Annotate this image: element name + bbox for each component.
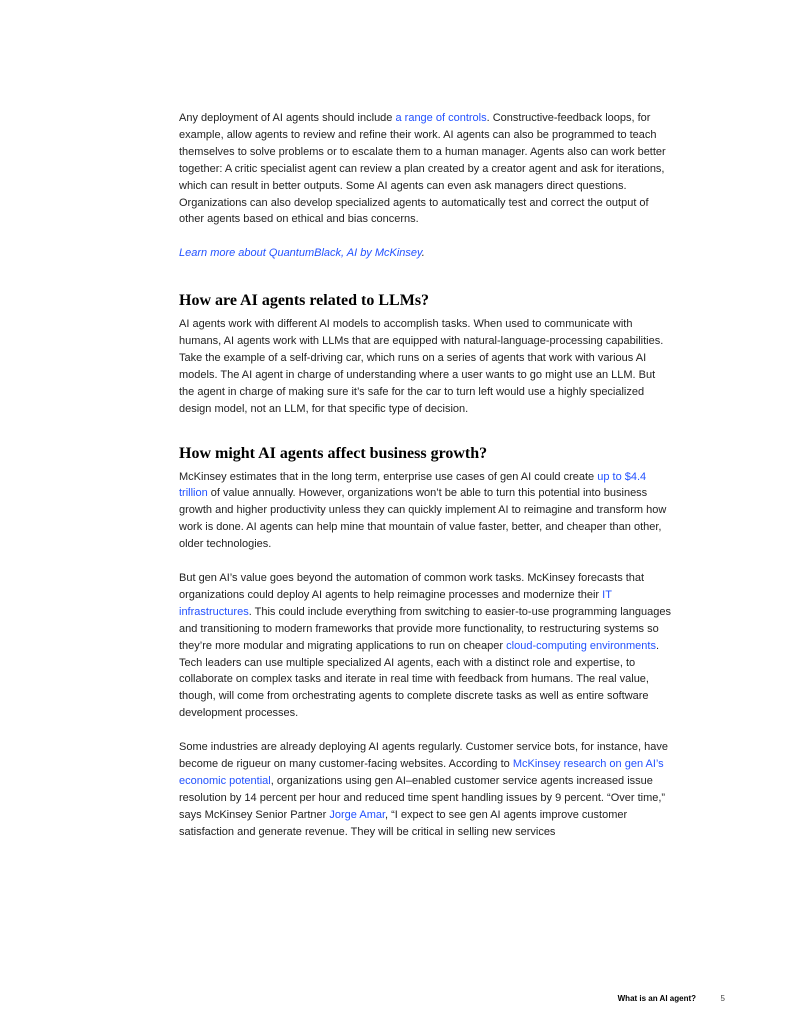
range-of-controls-link[interactable]: a range of controls: [395, 112, 487, 124]
paragraph-growth-1: [179, 469, 671, 554]
paragraph-text: Any deployment of AI agents should include: [179, 112, 396, 124]
learn-more-period: .: [421, 247, 425, 260]
footer-document-title: What is an AI agent?: [617, 994, 696, 1003]
jorge-amar-link[interactable]: Jorge Amar: [329, 808, 386, 821]
it-infrastructures-link[interactable]: IT infrastructures: [179, 588, 612, 618]
paragraph-text: . Constructive-feedback loops, for example, allow agents to review and refine their work. AI agents can also be programmed to teach themselves to solve problems or to escalate them to a human manager. Agents also can work better together: A critic specialist agent can review a plan created by a creator agent and ask for iterations, which can result in better outputs. Some AI agents can even ask managers direct questions. Organizations can also develop specialized agents to automatically test and correct the output of other agents based on ethical and bias concerns.: [179, 112, 666, 226]
paragraph-llms: AI agents work with different AI models to accomplish tasks. When used to communicate with humans, AI agents work with LLMs that are equipped with natural-language-processing capabilities. Take the example of a self-driving car, which runs on a series of agents that work with various AI models. The AI agent in charge of understanding where a user wants to go might use an LLM. But the agent in charge of making sure it’s safe for the car to turn left would use a highly specialized design model, not an LLM, for that specific type of decision.: [179, 318, 664, 415]
paragraph-growth-3: [179, 739, 671, 840]
value-estimate-link[interactable]: up to $4.4 trillion: [179, 470, 647, 500]
page-footer: [0, 994, 791, 1008]
page-number: 5: [720, 994, 725, 1003]
paragraph-text: , organizations using gen AI–enabled customer service agents increased issue resolution by 14 percent per hour and reduced time spent handling issues by 9 percent. “Over time,” says McKinsey Senior Partner: [179, 774, 666, 821]
economic-potential-research-link[interactable]: McKinsey research on gen AI’s economic potential: [179, 757, 664, 787]
paragraph-text: . This could include everything from switching to easier-to-use programming languages and transitioning to modern frameworks that provide more functionality, to restructuring systems so they’re more modular and migrating applications to run on cheaper: [179, 605, 671, 652]
paragraph-text: . Tech leaders can use multiple specialized AI agents, each with a distinct role and expertise, to collaborate on complex tasks and iterate in real time with feedback from humans. The real value, though, will come from orchestrating agents to complete discrete tasks as well as entire software development processes.: [179, 639, 660, 720]
paragraph-text: , “I expect to see gen AI agents improve customer satisfaction and generate revenue. They will be critical in selling new services: [179, 808, 628, 838]
paragraph-text: But gen AI’s value goes beyond the automation of common work tasks. McKinsey forecasts that organizations could deploy AI agents to help reimagine processes and modernize their: [179, 572, 645, 601]
learn-more-quantumblack-link[interactable]: Learn more about QuantumBlack, AI by McKinsey: [179, 247, 422, 260]
heading-business-growth: How might AI agents affect business growth?: [179, 444, 488, 462]
paragraph-growth-2: [179, 570, 671, 722]
paragraph-text: of value annually. However, organizations won’t be able to turn this potential into business growth and higher productivity unless they can quickly implement AI to reimagine and transform how work is done. AI agents can help mine that mountain of value faster, better, and cheaper than other, older technologies.: [179, 487, 667, 551]
paragraph-text: McKinsey estimates that in the long term, enterprise use cases of gen AI could create: [179, 470, 598, 483]
heading-llms: How are AI agents related to LLMs?: [179, 292, 430, 310]
paragraph-text: Some industries are already deploying AI agents regularly. Customer service bots, for instance, have become de rigueur on many customer-facing websites. According to: [179, 741, 668, 770]
paragraph-controls: [179, 110, 671, 228]
cloud-computing-link[interactable]: cloud-computing environments: [506, 639, 656, 652]
learn-more-line: [179, 245, 671, 262]
article-body: [179, 110, 671, 840]
